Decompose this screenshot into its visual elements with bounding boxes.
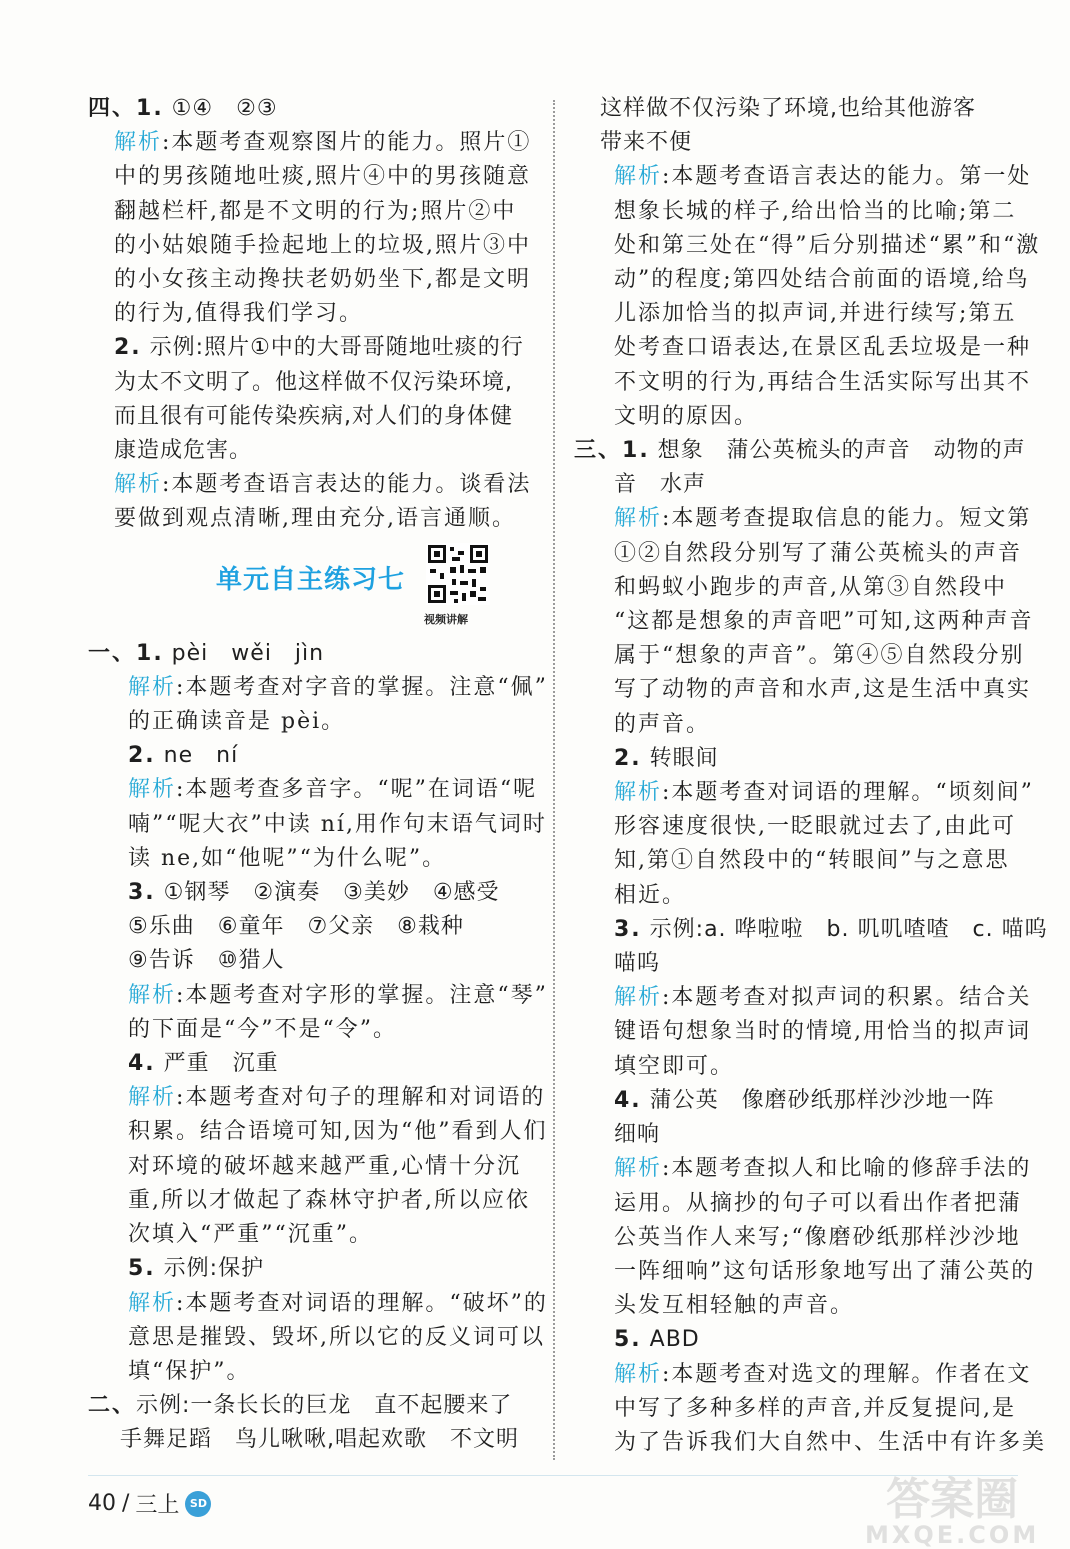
section-marker: 一、: [88, 640, 137, 666]
text-line: [574, 776, 1034, 810]
text-segment: :本题考查对选文的理解。作者在文: [662, 1361, 1032, 1387]
text-line: [88, 1150, 538, 1184]
text-line: [574, 1221, 1024, 1255]
text-segment: 对环境的破坏越来越严重,心情十分沉: [128, 1153, 521, 1179]
text-segment: 儿添加恰当的拟声词,并进行续写;第五: [614, 301, 1017, 327]
text-segment: 翻越栏杆,都是不文明的行为;照片②中: [114, 198, 517, 224]
text-line: [574, 742, 1024, 776]
text-segment: 的正确读音是 pèi。: [128, 709, 346, 735]
text-line: [88, 1287, 548, 1321]
text-segment: 读 ne,如“他呢”“为什么呢”。: [128, 845, 447, 871]
jiexi-label: 解析: [614, 780, 663, 806]
watermark: [865, 1474, 1040, 1549]
text-segment: 知,第①自然段中的“转眼间”与之意思: [614, 848, 1010, 874]
text-line: [88, 400, 538, 434]
text-segment: :本题考查多音字。“呢”在词语“呢: [176, 777, 538, 803]
text-segment: 音 水声: [614, 472, 707, 498]
text-segment: ⑤乐曲 ⑥童年 ⑦父亲 ⑧栽种: [128, 914, 464, 940]
text-line: [88, 739, 538, 773]
text-segment: ne ní: [155, 743, 239, 769]
item-number: 3.: [614, 916, 642, 942]
text-line: [88, 1184, 538, 1218]
text-line: [88, 944, 538, 978]
text-segment: 处和第三处在“得”后分别描述“累”和“激: [614, 232, 1041, 258]
text-line: [574, 400, 1024, 434]
text-segment: 的小女孩主动搀扶老奶奶坐下,都是文明: [114, 267, 531, 293]
text-segment: 细响: [614, 1122, 661, 1148]
left-bottom-block: [88, 637, 548, 1458]
text-line: [574, 708, 1024, 742]
text-segment: 中写了多种多样的声音,并反复提问,是: [614, 1395, 1016, 1421]
section-marker: 三、: [574, 438, 623, 464]
jiexi-label: 解析: [128, 674, 177, 700]
text-segment: 喃”“呢大衣”中读 ní,用作句末语气词时: [128, 811, 547, 837]
text-line: [574, 639, 1024, 673]
text-line: [88, 773, 538, 807]
text-segment: 想象长城的样子,给出恰当的比喻;第二: [614, 198, 1017, 224]
text-line: [88, 434, 538, 468]
item-number: 1.: [622, 438, 650, 464]
unit-title: 单元自主练习七: [216, 564, 406, 595]
text-line: [88, 1355, 538, 1389]
text-segment: 的行为,值得我们学习。: [114, 301, 363, 327]
item-number: 2.: [128, 743, 156, 769]
text-line: [88, 808, 547, 842]
text-segment: 键语句想象当时的情境,用恰当的拟声词: [614, 1019, 1031, 1045]
text-line: [574, 810, 1024, 844]
page-separator: /: [122, 1491, 130, 1516]
text-segment: 的声音。: [614, 711, 711, 737]
text-line: [88, 195, 538, 229]
text-segment: 为了告诉我们大自然中、生活中有许多美: [614, 1429, 1047, 1455]
text-line: [88, 842, 538, 876]
text-segment: 严重 沉重: [155, 1051, 279, 1077]
text-line: [88, 160, 538, 194]
text-line: [574, 981, 1032, 1015]
text-segment: 头发互相轻触的声音。: [614, 1293, 855, 1319]
text-segment: 填空即可。: [614, 1053, 735, 1079]
text-segment: 喵呜: [614, 951, 661, 977]
text-line: [574, 92, 1024, 126]
text-line: [574, 1289, 1024, 1323]
footer-rule: [88, 1475, 1018, 1476]
text-segment: 公英当作人来写;“像磨砂纸那样沙沙地: [614, 1224, 1021, 1250]
column-divider: [553, 100, 555, 1460]
text-segment: 写了动物的声音和水声,这是生活中真实: [614, 677, 1031, 703]
text-segment: 示例:a. 哗啦啦 b. 叽叽喳喳 c. 喵呜: [641, 916, 1048, 942]
text-segment: “这都是想象的声音吧”可知,这两种声音: [614, 609, 1034, 635]
text-line: [574, 1392, 1024, 1426]
text-line: [88, 502, 538, 536]
left-column: [88, 92, 548, 1458]
text-segment: :本题考查对字音的掌握。注意“佩”: [176, 674, 548, 700]
text-segment: 手舞足蹈 鸟儿啾啾,唱起欢歌 不文明: [120, 1427, 519, 1453]
qr-code-icon[interactable]: [426, 543, 490, 605]
item-number: 5.: [128, 1256, 156, 1282]
unit-header: [88, 537, 538, 637]
text-segment: 中的男孩随地吐痰,照片④中的男孩随意: [114, 164, 531, 190]
text-segment: 属于“想象的声音”。第④⑤自然段分别: [614, 643, 1025, 669]
text-segment: :本题考查语言表达的能力。谈看法: [162, 472, 532, 498]
text-line: [88, 1389, 538, 1423]
text-line: [574, 1187, 1024, 1221]
text-segment: :本题考查语言表达的能力。第一处: [662, 164, 1032, 190]
text-line: [88, 1013, 538, 1047]
text-line: [88, 1115, 548, 1149]
item-number: 3.: [128, 880, 156, 906]
text-segment: ⑨告诉 ⑩猎人: [128, 948, 285, 974]
text-segment: 文明的原因。: [614, 403, 759, 429]
text-segment: 重,所以才做起了森林守护者,所以应依: [128, 1187, 530, 1213]
text-segment: 的下面是“今”不是“令”。: [128, 1016, 397, 1042]
text-line: [574, 1152, 1032, 1186]
text-line: [574, 879, 1024, 913]
text-line: [88, 876, 538, 910]
text-line: [574, 1050, 1024, 1084]
text-line: [574, 605, 1034, 639]
text-line: [88, 263, 538, 297]
jiexi-label: 解析: [614, 1156, 663, 1182]
text-segment: 填“保护”。: [128, 1358, 251, 1384]
text-segment: 带来不便: [600, 130, 693, 156]
text-line: [574, 434, 1024, 468]
jiexi-label: 解析: [128, 777, 177, 803]
text-line: [574, 844, 1024, 878]
text-segment: ABD: [641, 1327, 700, 1353]
section-marker: 四、: [88, 96, 137, 121]
text-line: [574, 297, 1024, 331]
text-segment: 示例:保护: [155, 1256, 265, 1282]
text-line: [88, 979, 548, 1013]
text-segment: 要做到观点清晰,理由充分,语言通顺。: [114, 506, 516, 532]
text-line: [574, 195, 1024, 229]
watermark-top: 答案圈: [886, 1474, 1019, 1525]
text-line: [88, 1047, 538, 1081]
jiexi-label: 解析: [614, 506, 663, 532]
text-line: [88, 297, 538, 331]
text-line: [88, 1423, 538, 1457]
text-line: [574, 126, 1024, 160]
text-segment: :本题考查提取信息的能力。短文第: [662, 506, 1032, 532]
text-line: [88, 1081, 546, 1115]
item-number: 1.: [136, 640, 164, 666]
text-line: [574, 1015, 1031, 1049]
text-line: [88, 92, 538, 126]
text-segment: 形容速度很快,一眨眼就过去了,由此可: [614, 814, 1016, 840]
text-segment: 示例:一条长长的巨龙 直不起腰来了: [136, 1393, 513, 1419]
item-number: 4.: [128, 1051, 156, 1077]
text-segment: 相近。: [614, 882, 687, 908]
jiexi-label: 解析: [128, 1085, 177, 1111]
text-segment: 和蚂蚁小跑步的声音,从第③自然段中: [614, 574, 1007, 600]
text-line: [88, 331, 538, 365]
text-line: [88, 1218, 538, 1252]
page-footer: [88, 1488, 211, 1519]
text-segment: ①②自然段分别写了蒲公英梳头的声音: [614, 540, 1023, 566]
text-segment: :本题考查对拟声词的积累。结合关: [662, 985, 1032, 1011]
text-line: [88, 637, 538, 671]
text-line: [574, 673, 1031, 707]
jiexi-label: 解析: [114, 130, 163, 156]
text-line: [574, 1323, 1024, 1357]
text-line: [88, 468, 538, 502]
text-segment: :本题考查对字形的掌握。注意“琴”: [176, 982, 548, 1008]
jiexi-label: 解析: [128, 1290, 177, 1316]
text-line: [574, 263, 1030, 297]
text-segment: 转眼间: [641, 745, 719, 771]
text-segment: 为太不文明了。他这样做不仅污染环境,: [114, 369, 513, 395]
text-line: [88, 1252, 538, 1286]
text-segment: 意思是摧毁、毁坏,所以它的反义词可以: [128, 1324, 545, 1350]
text-segment: 而且很有可能传染疾病,对人们的身体健: [114, 403, 513, 429]
text-segment: 处考查口语表达,在景区乱丢垃圾是一种: [614, 335, 1031, 361]
text-segment: 一阵细响”这句话形象地写出了蒲公英的: [614, 1258, 1036, 1284]
text-segment: :本题考查对句子的理解和对词语的: [176, 1085, 546, 1111]
item-number: 1.: [136, 96, 164, 121]
text-line: [574, 1255, 1036, 1289]
text-line: [574, 571, 1024, 605]
qr-caption: 视频讲解: [424, 612, 468, 626]
item-number: 2.: [114, 335, 142, 361]
text-line: [574, 1426, 1047, 1460]
text-segment: :本题考查拟人和比喻的修辞手法的: [662, 1156, 1032, 1182]
item-number: 2.: [614, 745, 642, 771]
text-line: [574, 468, 1024, 502]
text-line: [88, 705, 538, 739]
text-segment: 不文明的行为,再结合生活实际写出其不: [614, 369, 1031, 395]
text-segment: 蒲公英 像磨砂纸那样沙沙地一阵: [641, 1087, 995, 1113]
grade-label: 三上: [135, 1493, 180, 1518]
sd-badge-icon: SD: [185, 1491, 211, 1517]
text-segment: ①钢琴 ②演奏 ③美妙 ④感受: [155, 880, 500, 906]
section-marker: 二、: [88, 1393, 137, 1419]
text-line: [574, 1084, 1024, 1118]
page-number: 40: [88, 1491, 116, 1516]
text-segment: 想象 蒲公英梳头的声音 动物的声: [649, 438, 1026, 464]
text-segment: ①④ ②③: [163, 96, 278, 121]
text-segment: 的小姑娘随手捡起地上的垃圾,照片③中: [114, 232, 531, 258]
text-line: [574, 331, 1031, 365]
text-line: [88, 671, 548, 705]
jiexi-label: 解析: [114, 472, 163, 498]
text-segment: 运用。从摘抄的句子可以看出作者把蒲: [614, 1190, 1023, 1216]
text-segment: 次填入“严重”“沉重”。: [128, 1222, 373, 1248]
text-segment: :本题考查对词语的理解。“破坏”的: [176, 1290, 548, 1316]
text-line: [88, 366, 538, 400]
text-segment: 积累。结合语境可知,因为“他”看到人们: [128, 1119, 548, 1145]
text-line: [88, 910, 538, 944]
text-line: [88, 126, 538, 160]
text-line: [574, 229, 1041, 263]
jiexi-label: 解析: [614, 985, 663, 1011]
item-number: 4.: [614, 1087, 642, 1113]
watermark-bottom: MXQE.COM: [865, 1521, 1040, 1549]
left-top-block: [88, 92, 538, 537]
text-segment: :本题考查观察图片的能力。照片①: [162, 130, 532, 156]
right-column: [574, 92, 1048, 1460]
text-segment: 康造成危害。: [114, 438, 253, 464]
text-line: [88, 1321, 545, 1355]
text-segment: 这样做不仅污染了环境,也给其他游客: [600, 96, 976, 121]
text-segment: pèi wěi jìn: [163, 640, 325, 666]
text-line: [574, 502, 1032, 536]
text-line: [574, 947, 1024, 981]
text-line: [574, 366, 1031, 400]
text-line: [88, 229, 538, 263]
text-segment: 示例:照片①中的大哥哥随地吐痰的行: [141, 335, 524, 361]
text-line: [574, 1358, 1032, 1392]
jiexi-label: 解析: [614, 1361, 663, 1387]
jiexi-label: 解析: [128, 982, 177, 1008]
text-line: [574, 160, 1032, 194]
text-line: [574, 1118, 1024, 1152]
text-line: [574, 537, 1024, 571]
jiexi-label: 解析: [614, 164, 663, 190]
text-segment: 动”的程度;第四处结合前面的语境,给鸟: [614, 267, 1030, 293]
text-line: [574, 913, 1048, 947]
item-number: 5.: [614, 1327, 642, 1353]
text-segment: :本题考查对词语的理解。“顷刻间”: [662, 780, 1034, 806]
